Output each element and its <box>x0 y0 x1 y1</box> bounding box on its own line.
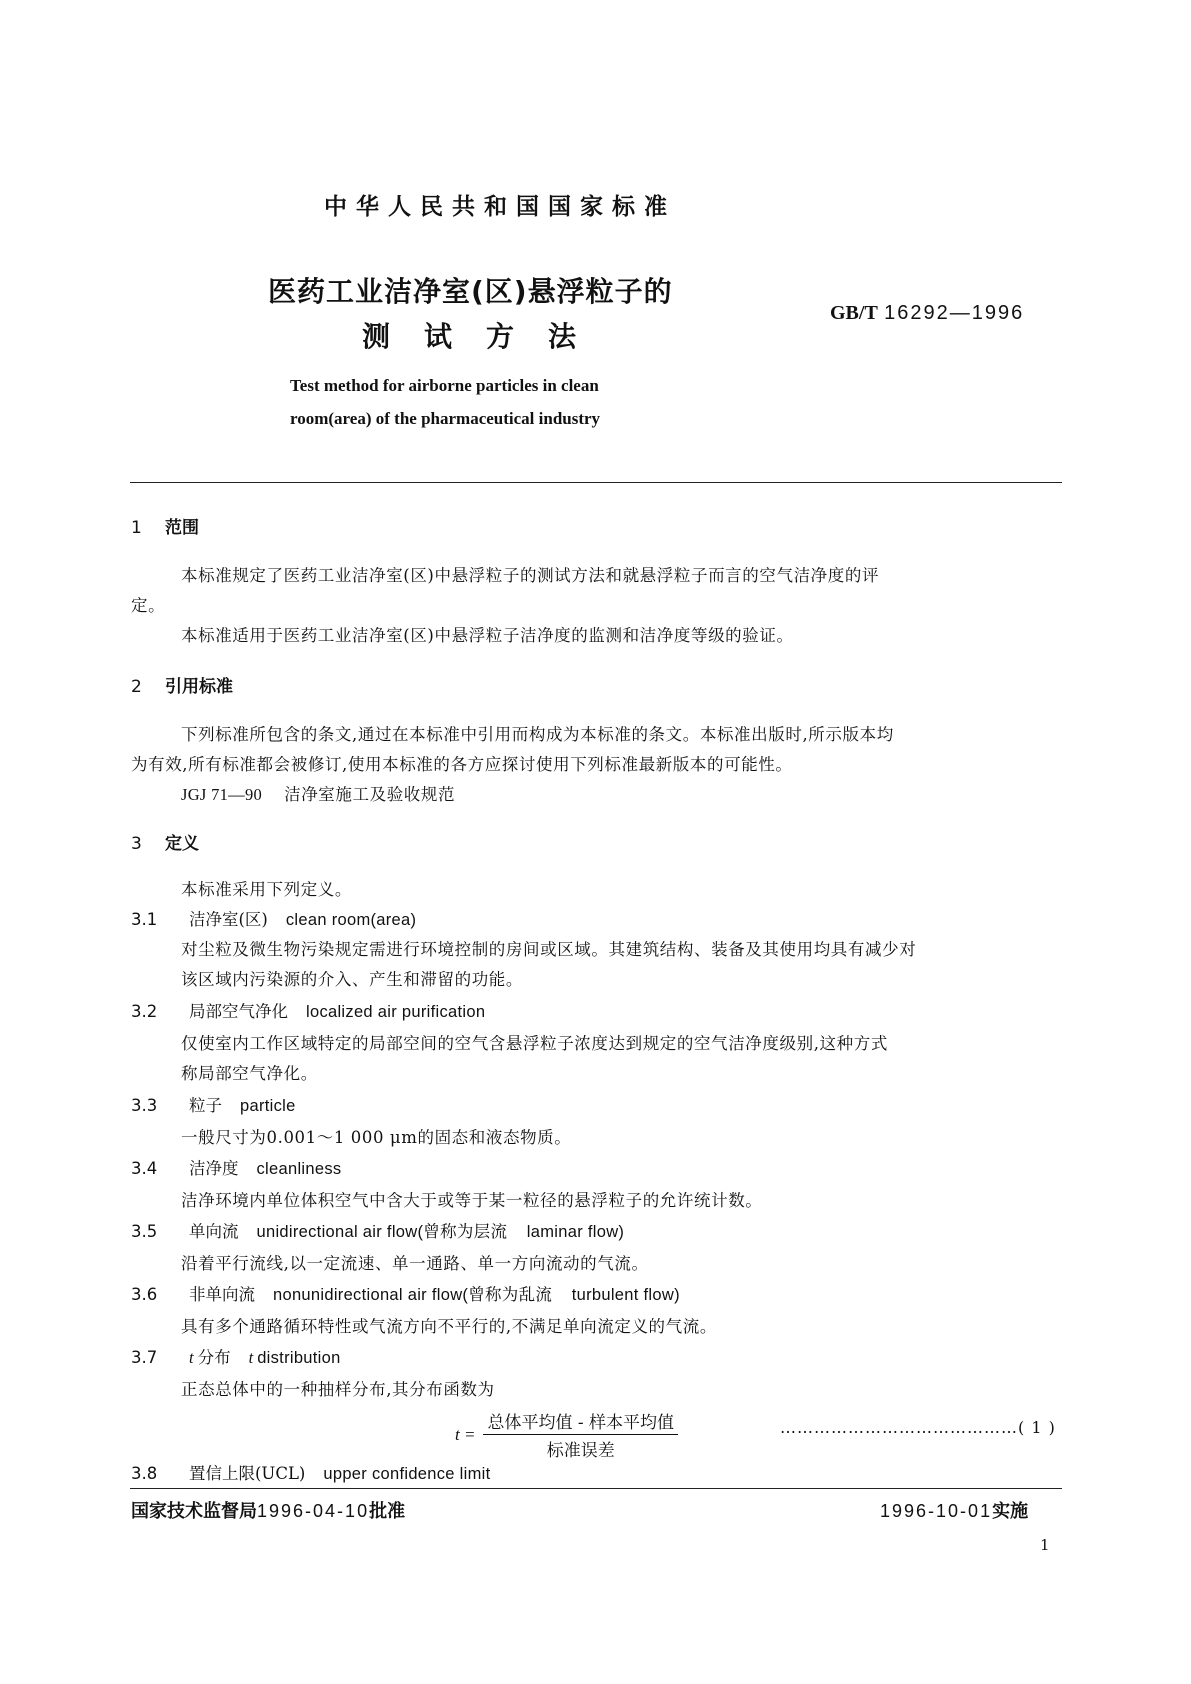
reference-code: JGJ 71—90 <box>181 785 263 804</box>
definition-3-7-text: 正态总体中的一种抽样分布,其分布函数为 <box>181 1380 495 1399</box>
definition-3-6-text: 具有多个通路循环特性或气流方向不平行的,不满足单向流定义的气流。 <box>181 1317 717 1336</box>
section-2-para1-line1: 下列标准所包含的条文,通过在本标准中引用而构成为本标准的条文。本标准出版时,所示版本均 <box>181 725 894 744</box>
definition-term-en: localized air purification <box>306 1003 486 1021</box>
definition-3-5 <box>131 1218 624 1242</box>
page-number: 1 <box>1040 1536 1050 1554</box>
definition-term-variable: t <box>189 1348 194 1367</box>
reference-title: 洁净室施工及验收规范 <box>284 785 456 804</box>
section-number: 3 <box>131 834 142 854</box>
definition-3-5-text: 沿着平行流线,以一定流速、单一通路、单一方向流动的气流。 <box>181 1254 649 1273</box>
definition-number: 3.8 <box>131 1464 158 1483</box>
section-title: 定义 <box>165 834 199 854</box>
implementation-statement <box>880 1497 1028 1523</box>
definition-3-8 <box>131 1460 490 1484</box>
formula-fraction <box>483 1408 678 1461</box>
definition-term-en: particle <box>240 1097 296 1115</box>
definition-term: 置信上限(UCL) <box>189 1464 306 1483</box>
implementation-suffix: 实施 <box>992 1501 1029 1522</box>
definition-number: 3.7 <box>131 1348 158 1367</box>
definition-number: 3.5 <box>131 1222 158 1241</box>
section-title: 引用标准 <box>165 677 233 697</box>
section-title: 范围 <box>165 518 199 538</box>
document-title-en-line1: Test method for airborne particles in clean <box>290 376 599 395</box>
standard-number-value: 16292—1996 <box>884 302 1025 324</box>
approval-date: 1996-04-10 <box>257 1501 370 1521</box>
t-distribution-formula <box>455 1408 678 1461</box>
definition-3-2 <box>131 998 485 1022</box>
formula-leader-dots: …………………………………… <box>780 1418 1018 1437</box>
definition-term: 局部空气净化 <box>189 1002 288 1021</box>
definition-term: 洁净度 <box>189 1159 239 1178</box>
formula-lhs: t = <box>455 1424 476 1444</box>
definition-3-1 <box>131 906 416 930</box>
section-2-reference <box>181 781 455 805</box>
definition-term: 洁净室(区) <box>189 910 268 929</box>
section-1-para1-line1: 本标准规定了医药工业洁净室(区)中悬浮粒子的测试方法和就悬浮粒子而言的空气洁净度的评 <box>181 566 880 585</box>
definition-term-en-variable: t <box>248 1348 254 1367</box>
definition-3-4 <box>131 1155 341 1179</box>
standard-code: GB/T <box>830 302 878 324</box>
definition-term: 单向流 <box>189 1222 239 1241</box>
approval-suffix: 批准 <box>369 1501 406 1522</box>
definition-3-3 <box>131 1092 296 1116</box>
definition-term: 非单向流 <box>189 1285 255 1304</box>
definition-3-2-text-line1: 仅使室内工作区域特定的局部空间的空气含悬浮粒子浓度达到规定的空气洁净度级别,这种方式 <box>181 1034 888 1053</box>
section-3-heading <box>131 829 199 854</box>
document-title-cn-line2: 测试方法 <box>362 320 611 353</box>
definition-term: 分布 <box>197 1348 231 1367</box>
definition-term-en: distribution <box>257 1349 341 1367</box>
document-title-en-line2: room(area) of the pharmaceutical industry <box>290 409 601 428</box>
section-number: 2 <box>131 677 142 697</box>
definition-number: 3.6 <box>131 1285 158 1304</box>
formula-number-row <box>780 1418 1056 1437</box>
section-1-para2: 本标准适用于医药工业洁净室(区)中悬浮粒子洁净度的监测和洁净度等级的验证。 <box>181 626 794 645</box>
approval-org: 国家技术监督局 <box>131 1501 257 1522</box>
section-3-intro: 本标准采用下列定义。 <box>181 880 352 899</box>
section-number: 1 <box>131 518 142 538</box>
formula-number: ( 1 ) <box>1018 1418 1056 1437</box>
definition-3-6 <box>131 1281 680 1305</box>
section-2-heading <box>131 672 233 697</box>
definition-3-3-text: 一般尺寸为0.001～1 000 μm的固态和液态物质。 <box>181 1128 572 1147</box>
definition-3-7 <box>131 1344 341 1368</box>
section-2-para1-line2: 为有效,所有标准都会被修订,使用本标准的各方应探讨使用下列标准最新版本的可能性。 <box>131 755 793 774</box>
standard-number <box>830 300 1024 325</box>
header-divider <box>130 482 1062 483</box>
definition-term-en: clean room(area) <box>285 911 417 929</box>
approval-statement <box>131 1497 405 1523</box>
definition-term-en: unidirectional air flow(曾称为层流 laminar flow) <box>256 1223 625 1241</box>
definition-number: 3.2 <box>131 1002 158 1021</box>
document-title-cn-line1: 医药工业洁净室(区)悬浮粒子的 <box>268 275 673 308</box>
national-standard-title: 中华人民共和国国家标准 <box>324 194 676 220</box>
definition-number: 3.1 <box>131 910 158 929</box>
section-1-heading <box>131 513 199 538</box>
definition-3-1-text-line2: 该区域内污染源的介入、产生和滞留的功能。 <box>181 970 523 989</box>
definition-term-en: nonunidirectional air flow(曾称为乱流 turbulent flow) <box>273 1286 680 1304</box>
footer-divider <box>130 1488 1062 1489</box>
formula-numerator: 总体平均值 - 样本平均值 <box>483 1408 678 1435</box>
definition-term-en: cleanliness <box>256 1160 342 1178</box>
definition-3-1-text-line1: 对尘粒及微生物污染规定需进行环境控制的房间或区域。其建筑结构、装备及其使用均具有减少对 <box>181 940 917 959</box>
implementation-date: 1996-10-01 <box>880 1501 993 1521</box>
definition-term: 粒子 <box>189 1096 222 1115</box>
definition-number: 3.4 <box>131 1159 158 1178</box>
definition-3-2-text-line2: 称局部空气净化。 <box>181 1064 318 1083</box>
formula-denominator: 标准误差 <box>546 1441 615 1461</box>
definition-number: 3.3 <box>131 1096 158 1115</box>
section-1-para1-line2: 定。 <box>131 596 166 615</box>
definition-3-4-text: 洁净环境内单位体积空气中含大于或等于某一粒径的悬浮粒子的允许统计数。 <box>181 1191 763 1210</box>
definition-term-en: upper confidence limit <box>323 1465 491 1483</box>
